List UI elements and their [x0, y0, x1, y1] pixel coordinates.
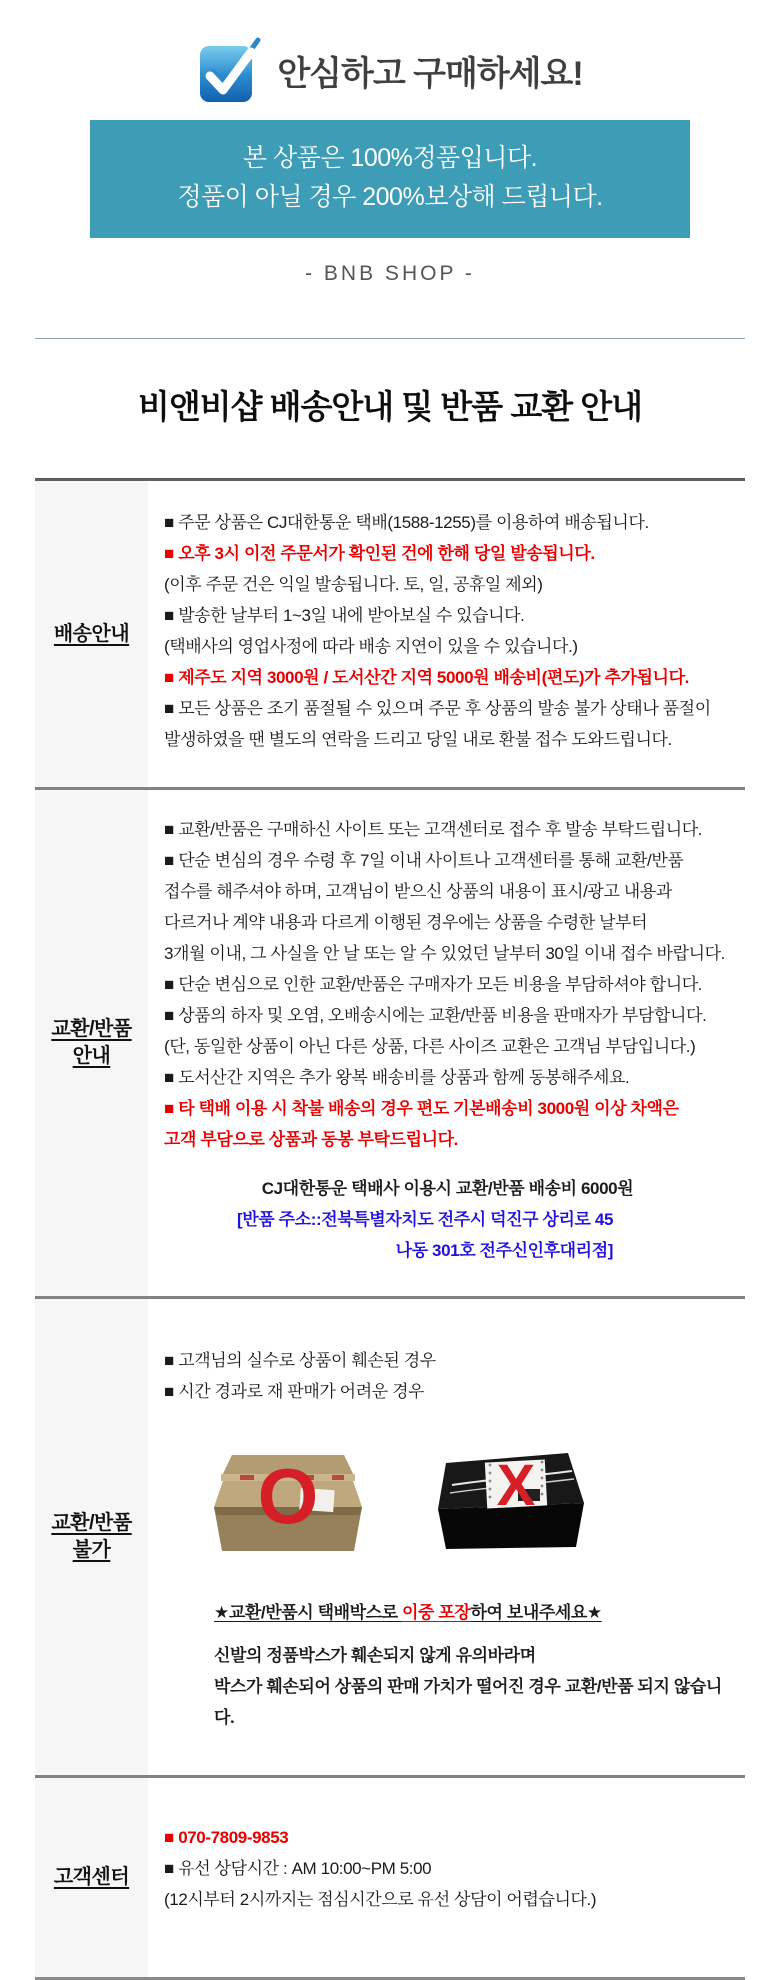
- text-line: 고객 부담으로 상품과 동봉 부탁드립니다.: [164, 1130, 458, 1149]
- text-line: ■ 주문 상품은 CJ대한통운 택배(1588-1255)를 이용하여 배송됩니다.: [164, 513, 649, 532]
- shop-name: - BNB SHOP -: [305, 262, 475, 285]
- text-line: ■ 고객님의 실수로 상품이 훼손된 경우: [164, 1351, 436, 1370]
- text-line: (택배사의 영업사정에 따라 배송 지연이 있을 수 있습니다.): [164, 637, 578, 656]
- shipping-info-content: [148, 481, 745, 787]
- text-line: ■ 제주도 지역 3000원 / 도서산간 지역 5000원 배송비(편도)가 추가됩니다.: [164, 668, 689, 687]
- black-shoebox-x-image: [422, 1445, 590, 1563]
- section-label-text: 교환/반품: [51, 1512, 132, 1534]
- text-line: ■ 교환/반품은 구매하신 사이트 또는 고객센터로 접수 후 발송 부탁드립니다.: [164, 820, 703, 839]
- text-line: ■ 발송한 날부터 1~3일 내에 받아보실 수 있습니다.: [164, 606, 525, 625]
- text-line: 3개월 이내, 그 사실을 안 날 또는 알 수 있었던 날부터 30일 이내 접수 바랍니다.: [164, 944, 725, 963]
- authenticity-line2: 정품이 아닐 경우 200%보상해 드립니다.: [177, 183, 603, 211]
- text-line: (이후 주문 건은 익일 발송됩니다. 토, 일, 공휴일 제외): [164, 575, 543, 594]
- section-label-denied: [35, 1299, 148, 1775]
- exchange-return-content: [148, 790, 745, 1296]
- text-line: CJ대한통운 택배사 이용시 교환/반품 배송비 6000원: [261, 1179, 634, 1198]
- authenticity-banner: [90, 120, 690, 238]
- red-x-mark: X: [496, 1453, 536, 1518]
- denied-content: [148, 1299, 745, 1775]
- section-label-text: 고객센터: [53, 1866, 130, 1888]
- customer-center-content: [148, 1778, 745, 1977]
- red-o-mark: O: [257, 1452, 319, 1540]
- text-line: 다르거나 계약 내용과 다르게 이행된 경우에는 상품을 수령한 날부터: [164, 913, 648, 932]
- section-label-text: 교환/반품: [51, 1018, 132, 1040]
- text-line: 나동 301호 전주신인후대리점]: [395, 1241, 613, 1260]
- text-line: 접수를 해주셔야 하며, 고객님이 받으신 상품의 내용이 표시/광고 내용과: [164, 882, 672, 901]
- text-line: ■ 단순 변심의 경우 수령 후 7일 이내 사이트나 고객센터를 통해 교환/반품: [164, 851, 684, 870]
- text-line: ■ 모든 상품은 조기 품절될 수 있으며 주문 후 상품의 발송 불가 상태나 품절이: [164, 699, 711, 718]
- section-label-text: 불가: [72, 1539, 111, 1561]
- text-line: ■ 유선 상담시간 : AM 10:00~PM 5:00: [164, 1859, 432, 1878]
- text-line: ■ 도서산간 지역은 추가 왕복 배송비를 상품과 함께 동봉해주세요.: [164, 1068, 630, 1087]
- text-line: ■ 오후 3시 이전 주문서가 확인된 건에 한해 당일 발송됩니다.: [164, 544, 595, 563]
- text-line: 발생하였을 땐 별도의 연락을 드리고 당일 내로 환불 접수 도와드립니다.: [164, 730, 672, 749]
- text-line: ■ 타 택배 이용 시 착불 배송의 경우 편도 기본배송비 3000원 이상 차액은: [164, 1099, 679, 1118]
- text-line: 박스가 훼손되어 상품의 판매 가치가 떨어진 경우 교환/반품 되지 않습니다.: [214, 1677, 722, 1727]
- section-label-exchange-return: [35, 790, 148, 1296]
- divider: [35, 338, 745, 339]
- section-label-text: 배송안내: [53, 622, 130, 645]
- text-line: 신발의 정품박스가 훼손되지 않게 유의바라며: [214, 1646, 536, 1665]
- section-label-customer-center: [35, 1778, 148, 1977]
- cardboard-box-ok-image: [204, 1445, 372, 1563]
- packaging-example-images: [204, 1445, 731, 1563]
- text-line: (단, 동일한 상품이 아닌 다른 상품, 다른 사이즈 교환은 고객님 부담입니다.): [164, 1037, 696, 1056]
- text-line: ■ 070-7809-9853: [164, 1828, 289, 1847]
- text-line: ■ 단순 변심으로 인한 교환/반품은 구매자가 모든 비용을 부담하셔야 합니다.: [164, 975, 703, 994]
- shipping-info-row: [35, 481, 745, 787]
- trust-headline: 안심하고 구매하세요!: [277, 54, 583, 93]
- checkmark-icon: [197, 34, 263, 106]
- exchange-return-denied-row: [35, 1296, 745, 1775]
- section-label-shipping: [35, 481, 148, 787]
- info-table: [35, 478, 745, 1980]
- text-line: ■ 시간 경과로 재 판매가 어려운 경우: [164, 1382, 425, 1401]
- exchange-return-info-row: [35, 787, 745, 1296]
- text-line: (12시부터 2시까지는 점심시간으로 유선 상담이 어렵습니다.): [164, 1890, 597, 1909]
- section-label-text: 안내: [72, 1045, 111, 1067]
- text-line: ★교환/반품시 택배박스로 이중 포장하여 보내주세요★: [214, 1603, 602, 1622]
- text-line: ■ 상품의 하자 및 오염, 오배송시에는 교환/반품 비용을 판매자가 부담합니다.: [164, 1006, 707, 1025]
- authenticity-line1: 본 상품은 100%정품입니다.: [242, 144, 538, 172]
- page-title: 비앤비샵 배송안내 및 반품 교환 안내: [137, 388, 642, 425]
- text-line: [반품 주소::전북특별자치도 전주시 덕진구 상리로 45: [237, 1210, 613, 1229]
- trust-header: [0, 30, 780, 110]
- customer-center-row: [35, 1775, 745, 1977]
